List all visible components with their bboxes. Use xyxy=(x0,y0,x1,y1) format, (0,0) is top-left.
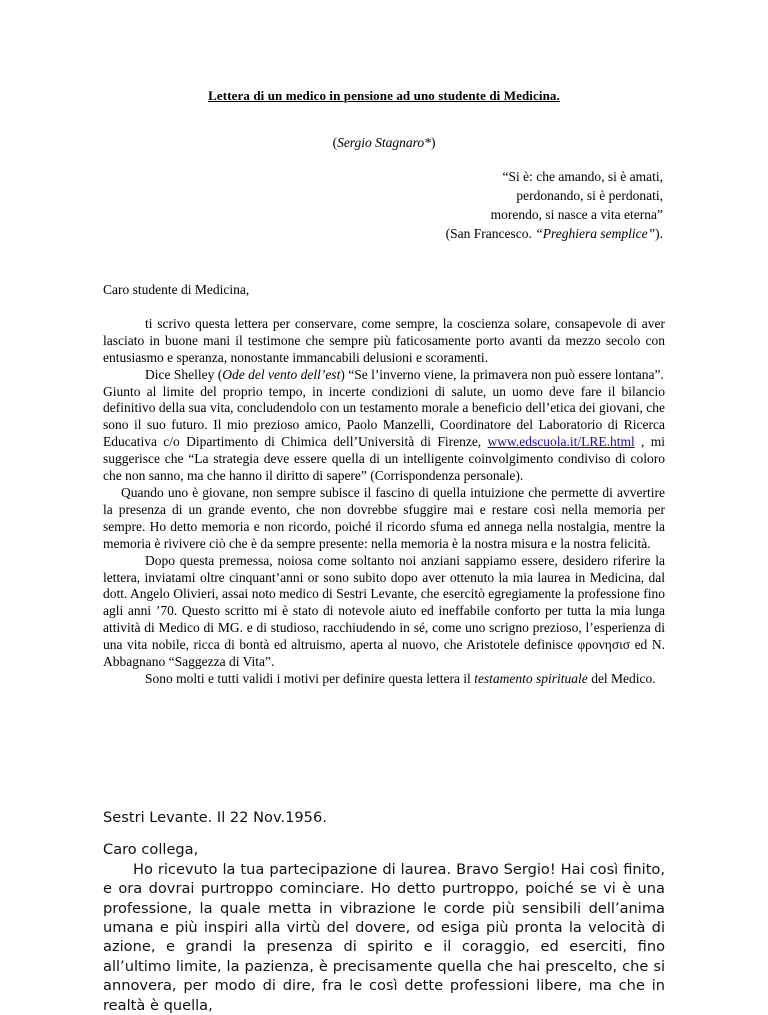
paragraph-6-post: del Medico. xyxy=(587,670,656,686)
epigraph-source-title: “Preghiera semplice” xyxy=(535,226,656,241)
epigraph-line: morendo, si nasce a vita eterna” xyxy=(490,207,663,222)
author-close: ) xyxy=(430,135,436,150)
letter-salutation: Caro collega, xyxy=(103,841,199,859)
letter-text: Ho ricevuto la tua partecipazione di laurea. Bravo Sergio! Hai così finito, e ora dovrai purtroppo cominciare. Ho detto purtroppo, poiché se vi è una professione, la quale metta in vibrazione le corde più sensibili dell’anima umana e più inspiri alla virtù del dovere, od esiga più pronta la velocità di azione, e grandi la presenza di spirito e il coraggio, ed eserciti, fino all’ultimo limite, la pazienza, è precisamente quella che hai prescelto, che si annovera, per modo di dire, fra le così dette professioni libere, ma che in realtà è quella, xyxy=(103,860,665,1014)
paragraph-3 xyxy=(103,384,665,485)
paragraph-3-post: , mi suggerisce che “La strategia deve essere quella di un intelligente coinvolgimento condiviso di coloro che non sanno, ma che hanno il diritto di sapere” (Corrispondenza personale). xyxy=(103,434,665,484)
paragraph-2-post: ) “Se l’inverno viene, la primavera non può essere lontana”. xyxy=(340,366,664,382)
paragraph-6-pre: Sono molti e tutti validi i motivi per definire questa lettera il xyxy=(145,670,475,686)
author-line xyxy=(0,135,768,151)
author-name: Sergio Stagnaro* xyxy=(337,135,431,150)
letter-place-date: Sestri Levante. Il 22 Nov.1956. xyxy=(103,809,327,826)
lre-link[interactable]: www.edscuola.it/LRE.html xyxy=(487,434,635,450)
epigraph-source xyxy=(446,224,663,243)
quoted-letter xyxy=(103,808,665,1015)
paragraph-2-pre: Dice Shelley ( xyxy=(145,366,223,382)
paragraph-4: Quando uno è giovane, non sempre subisce il fascino di quella intuizione che permette di avvertire la presenza di un grande evento, che non dovrebbe sfuggire mai e restare così nella memoria per sempre. Ho detto memoria e non ricordo, poiché il ricordo sfuma ed annega nella nostalgia, mentre la memoria è rivivere ciò che è da sempre presente: nella memoria è la nostra misura e la nostra felicità. xyxy=(103,484,665,551)
epigraph-source-prefix: (San Francesco. xyxy=(445,226,536,241)
testamento-spirituale: testamento spirituale xyxy=(474,670,588,686)
epigraph-line: perdonando, si è perdonati, xyxy=(516,188,663,203)
paragraph-3-pre: Giunto al limite del proprio tempo, in incerte condizioni di salute, un uomo deve fare il bilancio definitivo della sua vita, concludendolo con un testamento morale a beneficio dell’etica dei giovani, che sono il suo futuro. Il mio prezioso amico, Paolo Manzelli, Coordinatore del Laboratorio di Ricerca Educativa c/o Dipartimento di Chimica dell’Università di Firenze, xyxy=(103,383,665,450)
shelley-ode-title: Ode del vento dell’est xyxy=(222,366,341,382)
epigraph xyxy=(446,167,663,243)
epigraph-source-suffix: ). xyxy=(655,226,663,241)
epigraph-line: “Si è: che amando, si è amati, xyxy=(502,169,663,184)
paragraph-1: ti scrivo questa lettera per conservare, come sempre, la coscienza solare, consapevole di aver lasciato in buone mani il testimone che sempre più faticosamente porto avanti da mezzo secolo con entusiasmo e speranza, nonostante immancabili delusioni e scoramenti. xyxy=(103,315,665,365)
intro-salutation: Caro studente di Medicina, xyxy=(103,282,250,297)
paragraph-6 xyxy=(103,671,665,688)
intro-body xyxy=(103,282,665,688)
author-open: ( xyxy=(332,135,338,150)
paragraph-5: Dopo questa premessa, noiosa come soltanto noi anziani sappiamo essere, desidero riferire la lettera, inviatami oltre cinquant’anni or sono subito dopo aver ottenuto la mia laurea in Medicina, dal dott. Angelo Olivieri, assai noto medico di Sestri Levante, che esercitò egregiamente la professione fino agli anni ’70. Questo scritto mi è stato di notevole aiuto ed ineffabile conforto per tutta la mia lunga attività di Medico di MG. e di studioso, racchiudendo in sé, come uno scrigno prezioso, l’esperienza di una vita nobile, ricca di bontà ed altruismo, aperta al nuovo, che Aristotele definisce φρονησισ ed N. Abbagnano “Saggezza di Vita”. xyxy=(103,552,665,670)
paragraph-2 xyxy=(103,367,665,384)
document-title: Lettera di un medico in pensione ad uno studente di Medicina. xyxy=(208,88,560,103)
